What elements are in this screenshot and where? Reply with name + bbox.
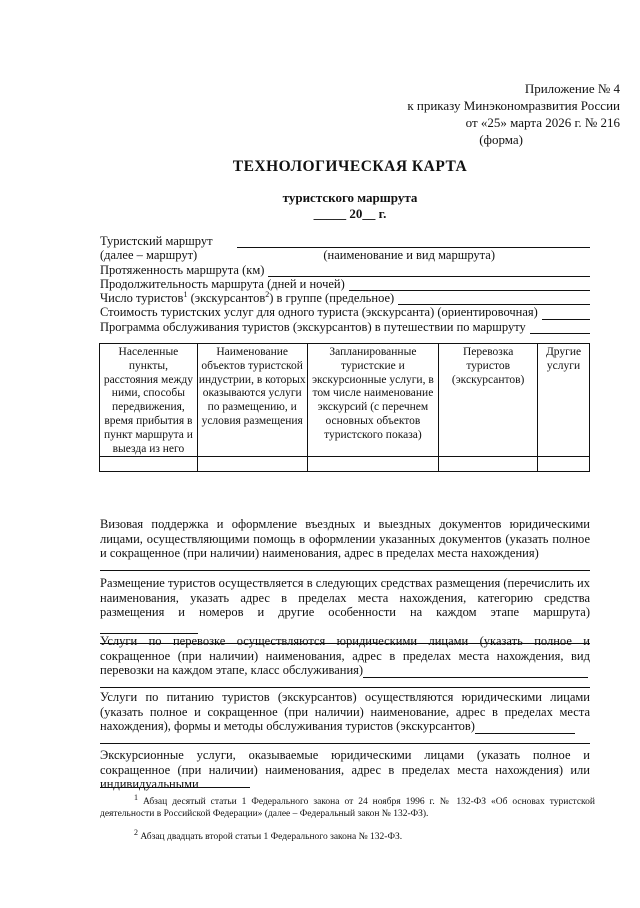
length-field (100, 263, 590, 277)
table-cell[interactable] (439, 457, 538, 472)
food-section (100, 690, 590, 744)
footnote-2 (100, 827, 595, 844)
duration-input-line[interactable] (349, 279, 590, 291)
table-header-row (100, 344, 590, 457)
accommodation-text: Размещение туристов осуществляется в следующих средствах размещения (перечислить их наименования, указать адрес в пределах места нахождения, категорию средства размещения и номеров и другие особенности на каждом этапе маршрута) (100, 576, 590, 634)
route-program-table (99, 343, 590, 472)
tourists-label: Число туристов$^1$ (экскурсантов$^2$) в группе (предельное) (100, 290, 395, 306)
column-header-transport: Перевозка туристов (экскурсантов) (439, 344, 538, 457)
order-date: от «25» марта 2026 г. № 216 (465, 115, 620, 130)
order-reference: к приказу Минэкономразвития России (407, 98, 620, 113)
accommodation-input-line[interactable] (100, 622, 198, 634)
form-label: (форма) (479, 132, 523, 147)
program-field (100, 320, 590, 334)
table-cell[interactable] (197, 457, 307, 472)
route-hint-right: (наименование и вид маршрута) (323, 248, 495, 263)
route-field (100, 234, 590, 248)
document-year: _____ 20__ г. (313, 206, 387, 221)
column-header-other-services: Другие услуги (538, 344, 590, 457)
cost-label: Стоимость туристских услуг для одного туриста (экскурсанта) (ориентировочная) (100, 305, 538, 320)
food-text: Услуги по питанию туристов (экскурсантов) осуществляются юридическими лицами (указать полное и сокращенное (при наличии) наименование, адрес в пределах места нахождения), формы и методы обслуживания туристов (экскурсантов) (100, 690, 590, 734)
duration-field (100, 277, 590, 291)
table-cell[interactable] (538, 457, 590, 472)
program-input-line[interactable] (530, 322, 590, 334)
length-label: Протяженность маршрута (км) (100, 262, 265, 277)
table-row (100, 457, 590, 472)
route-fields (100, 234, 590, 334)
transport-extra-line[interactable] (100, 678, 590, 688)
column-header-accommodation: Наименование объектов туристской индустрии, в которых оказываются услуги по размещению, и условия размещения (197, 344, 307, 457)
table-cell[interactable] (100, 457, 198, 472)
tourists-input-line[interactable] (398, 293, 590, 305)
footnote-2-text: Абзац двадцать второй статьи 1 Федерального закона № 132-ФЗ. (140, 832, 403, 842)
program-label: Программа обслуживания туристов (экскурсантов) в путешествии по маршруту (100, 319, 526, 334)
route-label: Туристский маршрут (100, 234, 213, 248)
footnote-ref-1: 1 (183, 290, 188, 300)
footnote-ref-2: 2 (265, 290, 270, 300)
visa-section (100, 517, 590, 571)
excursion-text: Экскурсионные услуги, оказываемые юридическими лицами (указать полное и сокращенное (при наличии) наименования, адрес в пределах места нахождения) или индивидуальными (100, 748, 590, 792)
footnote-divider (100, 787, 250, 788)
excursion-section (100, 748, 590, 792)
document-subtitle: туристского маршрута (282, 190, 418, 205)
route-hint-row (100, 248, 590, 262)
table-cell[interactable] (307, 457, 439, 472)
duration-label: Продолжительность маршрута (дней и ночей) (100, 276, 345, 291)
route-input-line[interactable] (237, 236, 590, 248)
food-input-line[interactable] (475, 722, 575, 734)
transport-section (100, 634, 590, 688)
footnote-1 (100, 792, 595, 820)
column-header-settlements: Населенные пункты, расстояния между ними, способы передвижения, время прибытия в пункт маршрута и выезда из него (100, 344, 198, 457)
transport-input-line[interactable] (363, 666, 588, 678)
footnote-1-text: Абзац десятый статьи 1 Федерального закона от 24 ноября 1996 г. № 132-ФЗ «Об основах туристской деятельности в Российской Федерации» (далее – Федеральный закон № 132-ФЗ). (100, 797, 595, 819)
food-extra-line[interactable] (100, 734, 590, 744)
appendix-number: Приложение № 4 (524, 81, 620, 96)
transport-text: Услуги по перевозке осуществляются юридическими лицами (указать полное и сокращенное (при наличии) наименования, адрес в пределах места нахождения, вид перевозки на каждом этапе, класс обслуживания) (100, 634, 590, 678)
column-header-planned-services: Запланированные туристские и экскурсионные услуги, в том числе наименование экскурсий (с перечнем основных объектов туристского показа) (307, 344, 439, 457)
visa-text: Визовая поддержка и оформление въездных и выездных документов юридическими лицами, осуществляющими помощь в оформлении указанных документов (указать полное и сокращенное (при наличии) наименования, адрес в пределах места нахождения) (100, 517, 590, 561)
route-hint-left: (далее – маршрут) (100, 248, 198, 263)
cost-field (100, 305, 590, 319)
tourists-field (100, 291, 590, 305)
document-title: ТЕХНОЛОГИЧЕСКАЯ КАРТА (232, 158, 468, 175)
length-input-line[interactable] (268, 265, 590, 277)
appendix-header (320, 80, 620, 148)
footnote-1-mark: 1 (134, 792, 138, 802)
visa-input-line[interactable] (100, 561, 590, 571)
footnote-2-mark: 2 (134, 827, 138, 837)
cost-input-line[interactable] (542, 308, 590, 320)
